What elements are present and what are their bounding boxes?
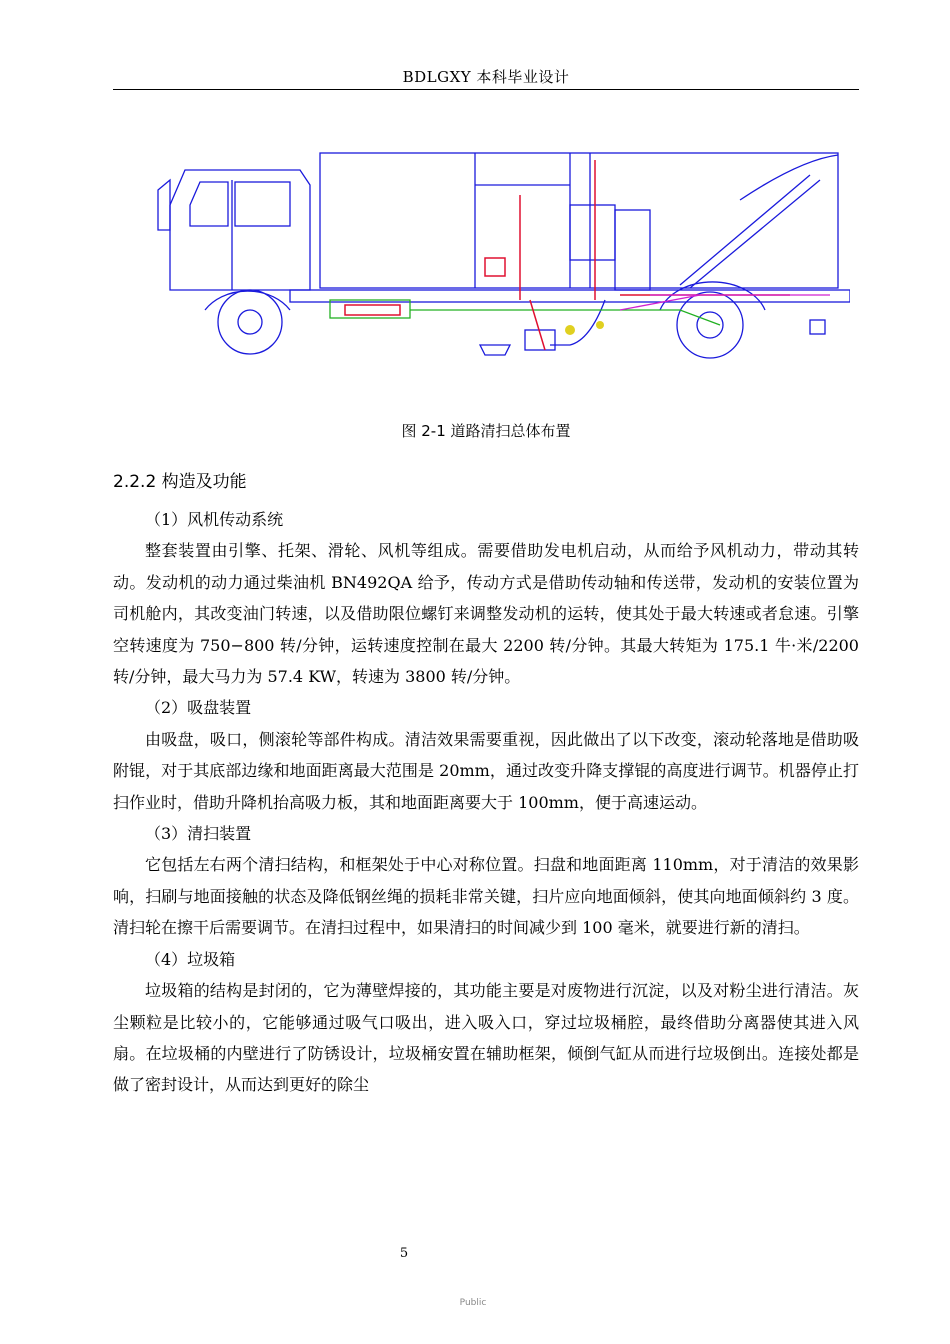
- suction-pipe: [550, 300, 605, 345]
- left-brush: [480, 345, 510, 355]
- subheading-sweeping: （3）清扫装置: [145, 824, 252, 844]
- front-wheel: [218, 290, 282, 354]
- paragraph-fan-drive: 整套装置由引擎、托架、滑轮、风机等组成。需要借助发电机启动，从而给予风机动力，带动其转动。发动机的动力通过柴油机 BN492QA 给予，传动方式是借助传动轴和传送带，发动机的安装位置为司机舱内，其改变油门转速，以及借助限位螺钉来调整发动机的运转，使其处于最大转速或者怠速。引擎空转速度为 750−800 转/分钟，运转速度控制在最大 2200 转/分钟。其最大转矩为 175.1 牛·米/2200 转/分钟，最大马力为 57.4 KW，转速为 3800 转/分钟。: [113, 541, 859, 687]
- section-heading: 2.2.2 构造及功能: [113, 472, 247, 492]
- front-wheel-hub: [238, 310, 262, 334]
- cab-front: [158, 180, 170, 230]
- rear-bracket: [810, 320, 825, 334]
- red-rod-2: [530, 300, 545, 350]
- sweeper-truck-diagram: [150, 150, 850, 370]
- paragraph-sweeping: 它包括左右两个清扫结构，和框架处于中心对称位置。扫盘和地面距离 110mm，对于清洁的效果影响，扫刷与地面接触的状态及降低钢丝绳的损耗非常关键，扫片应向地面倾斜，使其向地面倾斜约 3 度。清扫轮在擦干后需要调节。在清扫过程中，如果清扫的时间减少到 100 毫米，就要进行新的清扫。: [113, 855, 859, 938]
- subheading-garbage-box: （4）垃圾箱: [145, 949, 236, 969]
- front-fender: [205, 291, 290, 310]
- body-text: [113, 504, 859, 1101]
- conveyor-a: [680, 175, 810, 285]
- red-motor: [485, 258, 505, 276]
- classification-label: Public: [459, 1298, 487, 1308]
- page-number: 5: [399, 1246, 409, 1261]
- figure-caption: 图 2-1 道路清扫总体布置: [401, 422, 571, 440]
- green-line: [410, 310, 720, 325]
- header-rule: [113, 89, 859, 90]
- drive-unit: [345, 305, 400, 315]
- fan-housing: [570, 205, 615, 260]
- subheading-fan-drive: （1）风机传动系统: [145, 510, 284, 529]
- yellow-joint-2: [596, 321, 604, 329]
- rear-fender: [660, 282, 765, 310]
- conveyor-b: [690, 180, 820, 288]
- cab-window-right: [235, 182, 290, 226]
- paragraph-suction: 由吸盘，吸口，侧滚轮等部件构成。清洁效果需要重视，因此做出了以下改变，滚动轮落地是借助吸附锟，对于其底部边缘和地面距离最大范围是 20mm，通过改变升降支撑锟的高度进行调节。机器停止打扫作业时，借助升降机抬高吸力板，其和地面距离要大于 100mm，便于高速运动。: [113, 729, 859, 812]
- body-box: [320, 153, 838, 288]
- subheading-suction: （2）吸盘装置: [145, 698, 252, 718]
- tank-frame: [615, 210, 650, 290]
- cab-window: [190, 182, 228, 226]
- paragraph-garbage-box: 垃圾箱的结构是封闭的，它为薄壁焊接的，其功能主要是对废物进行沉淀，以及对粉尘进行清洁。灰尘颗粒是比较小的，它能够通过吸气口吸出，进入吸入口，穿过垃圾桶腔，最终借助分离器使其进入风扇。在垃圾桶的内壁进行了防锈设计，垃圾桶安置在辅助框架，倾倒气缸从而进行垃圾倒出。连接处都是做了密封设计，从而达到更好的除尘: [113, 981, 859, 1095]
- yellow-joint-1: [565, 325, 575, 335]
- page-header: BDLGXY 本科毕业设计: [402, 68, 570, 86]
- cab-outline: [170, 170, 310, 290]
